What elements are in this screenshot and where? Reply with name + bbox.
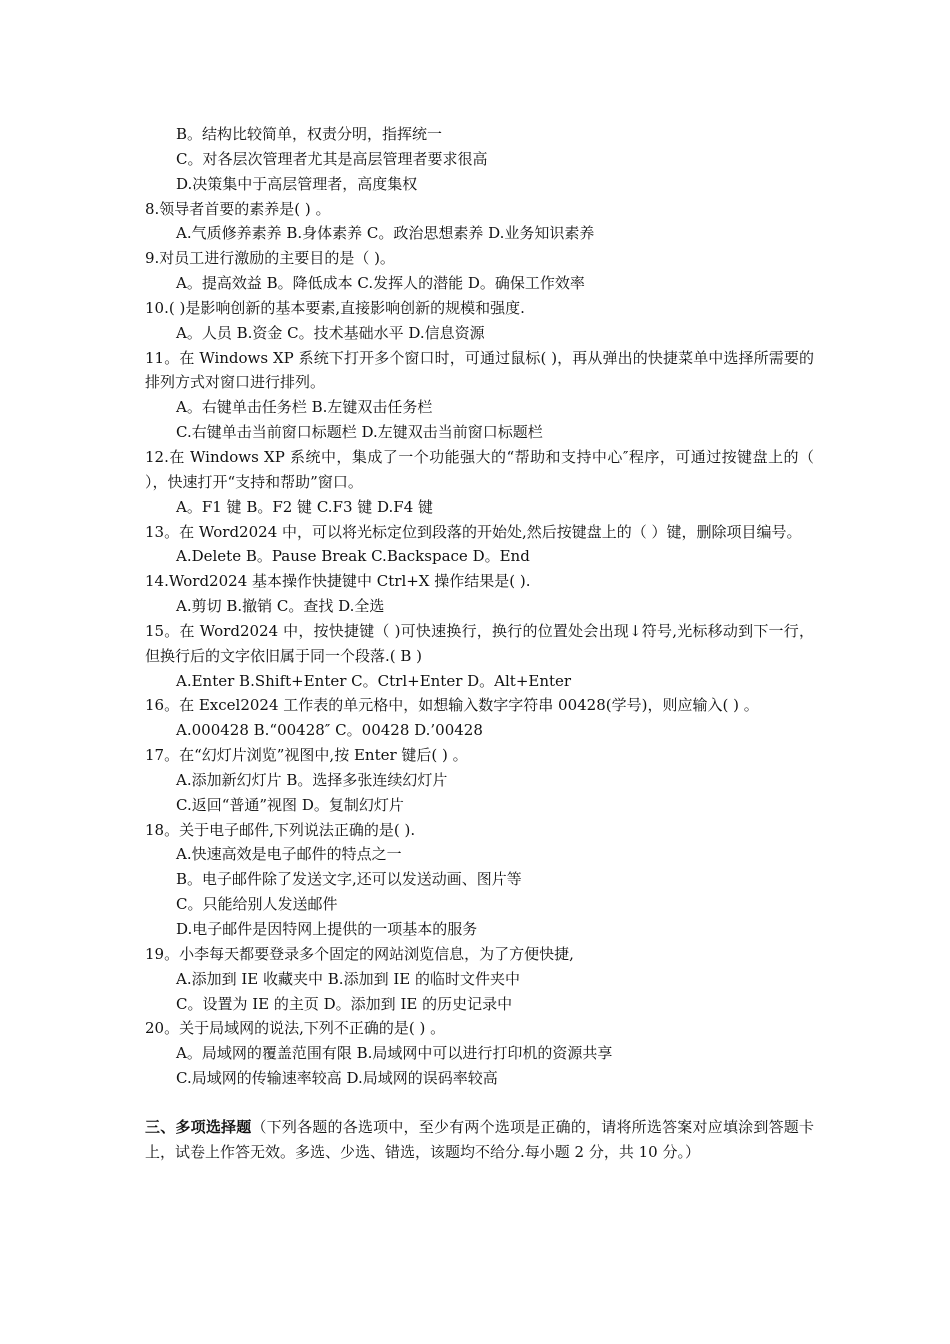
answer-options: A。人员 B.资金 C。技术基础水平 D.信息资源 bbox=[176, 323, 485, 342]
answer-options: D.电子邮件是因特网上提供的一项基本的服务 bbox=[176, 920, 478, 938]
question-stem: 9.对员工进行激励的主要目的是（ )。 bbox=[145, 249, 395, 268]
question-stem: 20。关于局域网的说法,下列不正确的是( ) 。 bbox=[145, 1019, 446, 1038]
answer-options: A.添加到 IE 收藏夹中 B.添加到 IE 的临时文件夹中 bbox=[176, 969, 520, 988]
answer-options: C.返回“普通”视图 D。复制幻灯片 bbox=[176, 795, 404, 814]
section-gap bbox=[145, 1091, 814, 1115]
answer-options: D.决策集中于高层管理者，高度集权 bbox=[176, 174, 418, 193]
answer-options: A.剪切 B.撤销 C。查找 D.全选 bbox=[176, 597, 385, 616]
answer-options: A。右键单击任务栏 B.左键双击任务栏 bbox=[176, 398, 433, 417]
question-stem: 11。在 Windows XP 系统下打开多个窗口时，可通过鼠标( )，再从弹出的快捷菜单中选择所需要的排列方式对窗口进行排列。 bbox=[145, 348, 814, 392]
answer-options: B。结构比较简单，权责分明，指挥统一 bbox=[176, 125, 443, 143]
answer-options: A.Delete B。Pause Break C.Backspace D。End bbox=[176, 547, 530, 566]
question-stem: 17。在“幻灯片浏览”视图中,按 Enter 键后( ) 。 bbox=[145, 746, 468, 765]
section-multiple-choice bbox=[145, 1115, 814, 1165]
answer-options: C。只能给别人发送邮件 bbox=[176, 895, 338, 914]
answer-options: C。设置为 IE 的主页 D。添加到 IE 的历史记录中 bbox=[176, 994, 513, 1013]
answer-options: A。局域网的覆盖范围有限 B.局域网中可以进行打印机的资源共享 bbox=[176, 1044, 613, 1063]
question-stem: 8.领导者首要的素养是( ) 。 bbox=[145, 199, 331, 218]
question-stem: 16。在 Excel2024 工作表的单元格中，如想输入数字字符串 00428(学号)，则应输入( ) 。 bbox=[145, 696, 759, 715]
question-stem: 15。在 Word2024 中，按快捷键（ )可快速换行，换行的位置处会出现↓符号,光标移动到下一行，但换行后的文字依旧属于同一个段落.( B ) bbox=[145, 621, 814, 665]
answer-options: A.000428 B.“00428″ C。00428 D.’00428 bbox=[176, 721, 483, 740]
question-stem: 19。小李每天都要登录多个固定的网站浏览信息，为了方便快捷, bbox=[145, 944, 574, 963]
answer-options: A。F1 键 B。F2 键 C.F3 键 D.F4 键 bbox=[176, 497, 434, 516]
question-stem: 18。关于电子邮件,下列说法正确的是( ). bbox=[145, 820, 416, 839]
answer-options: A.Enter B.Shift+Enter C。Ctrl+Enter D。Alt+Enter bbox=[176, 671, 572, 690]
question-stem: 13。在 Word2024 中，可以将光标定位到段落的开始处,然后按键盘上的（ ）键，删除项目编号。 bbox=[145, 522, 802, 541]
answer-options: A。提高效益 B。降低成本 C.发挥人的潜能 D。确保工作效率 bbox=[176, 274, 585, 293]
question-stem: 12.在 Windows XP 系统中，集成了一个功能强大的“帮助和支持中心″程序，可通过按键盘上的（ ），快速打开“支持和帮助”窗口。 bbox=[145, 447, 814, 491]
answer-options: C.右键单击当前窗口标题栏 D.左键双击当前窗口标题栏 bbox=[176, 423, 543, 442]
section-description: （下列各题的各选项中，至少有两个选项是正确的，请将所选答案对应填涂到答题卡上，试卷上作答无效。多选、少选、错选，该题均不给分.每小题 2 分，共 10 分。） bbox=[145, 1117, 814, 1161]
answer-options: C.局域网的传输速率较高 D.局域网的误码率较高 bbox=[176, 1069, 498, 1088]
question-stem: 10.( )是影响创新的基本要素,直接影响创新的规模和强度. bbox=[145, 298, 525, 317]
answer-options: B。电子邮件除了发送文字,还可以发送动画、图片等 bbox=[176, 870, 522, 889]
answer-options: A.气质修养素养 B.身体素养 C。政治思想素养 D.业务知识素养 bbox=[176, 224, 595, 243]
answer-options: A.快速高效是电子邮件的特点之一 bbox=[176, 845, 402, 864]
answer-options: A.添加新幻灯片 B。选择多张连续幻灯片 bbox=[176, 770, 448, 789]
section-title: 三、多项选择题 bbox=[145, 1117, 252, 1136]
answer-options: C。对各层次管理者尤其是高层管理者要求很高 bbox=[176, 149, 488, 168]
question-list bbox=[145, 122, 814, 1091]
question-stem: 14.Word2024 基本操作快捷键中 Ctrl+X 操作结果是( ). bbox=[145, 572, 531, 591]
